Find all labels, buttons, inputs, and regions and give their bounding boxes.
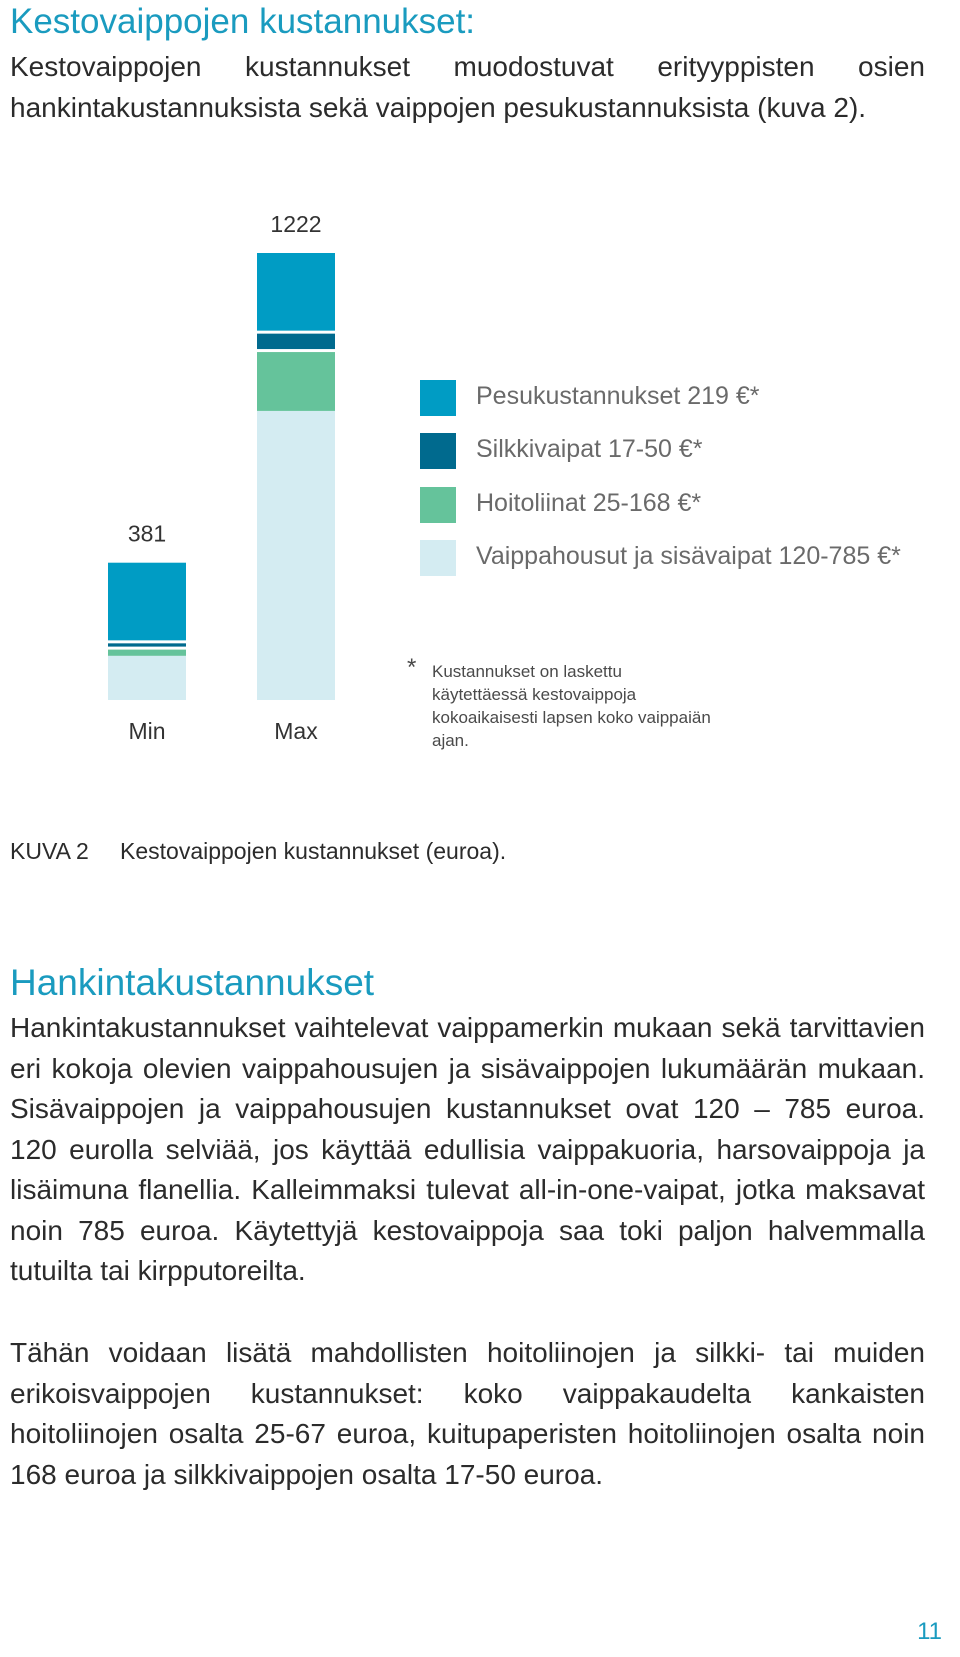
legend-label: Pesukustannukset 219 €* — [476, 382, 760, 410]
category-label: Min — [128, 718, 166, 744]
figure-label: KUVA 2 — [10, 838, 89, 864]
body-paragraph-2: Tähän voidaan lisätä mahdollisten hoitoliinojen ja silkki- tai muiden erikoisvaippojen kustannukset: koko vaippakaudelta kankaisten hoitoliinojen osalta 25-67 euroa, kuitupaperisten hoitoliinojen osalta noin 168 euroa ja silkkivaippojen osalta 17-50 euroa. — [10, 1337, 925, 1490]
bar-segment — [257, 352, 335, 411]
bar-total-label: 381 — [127, 520, 167, 547]
legend-swatch — [420, 487, 456, 523]
bar-segment — [108, 643, 186, 646]
category-label: Max — [274, 718, 318, 744]
legend-label: Vaippahousut ja sisävaipat 120-785 €* — [476, 542, 901, 570]
legend-label: Silkkivaipat 17-50 €* — [476, 435, 703, 463]
legend-label: Hoitoliinat 25-168 €* — [476, 489, 702, 517]
figure-caption-text: Kestovaippojen kustannukset (euroa). — [120, 838, 507, 864]
bar-total-label: 1222 — [270, 211, 322, 237]
bar-segment — [257, 411, 335, 700]
bar-segment — [108, 563, 186, 641]
bar-segment — [108, 656, 186, 700]
bar-segment — [108, 650, 186, 656]
chart-footnote — [407, 654, 712, 752]
footnote-text: Kustannukset on laskettu käytettäessä kestovaippoja kokoaikaisesti lapsen koko vaippaiän ajan. — [432, 662, 711, 750]
page-number: 11 — [917, 1618, 942, 1645]
section2-title: Hankintakustannukset — [10, 962, 375, 1003]
bar-segment — [257, 253, 335, 331]
body-paragraph-1: Hankintakustannukset vaihtelevat vaippamerkin mukaan sekä tarvittavien eri kokoja olevien vaippahousujen ja sisävaippojen lukumäärän mukaan. Sisävaippojen ja vaippahousujen kustannukset ovat 120 – 785 euroa. 120 eurolla selviää, jos käyttää edullisia vaippakuoria, harsovaippoja ja lisäimuna flanellia. Kalleimmaksi tulevat all-in-one-vaipat, jotka maksavat noin 785 euroa. Käytettyjä kestovaippoja saa toki paljon halvemmalla tutuilta tai kirpputoreilta. — [10, 1012, 925, 1286]
section-title: Kestovaippojen kustannukset: — [10, 2, 476, 41]
legend-swatch — [420, 540, 456, 576]
intro-paragraph: Kestovaippojen kustannukset muodostuvat erityyppisten osien hankintakustannuksista sekä vaippojen pesukustannuksista (kuva 2). — [10, 51, 925, 123]
footnote-asterisk: * — [407, 654, 417, 681]
bar-segment — [257, 334, 335, 349]
legend-swatch — [420, 433, 456, 469]
legend-swatch — [420, 380, 456, 416]
figure-caption — [10, 838, 506, 865]
